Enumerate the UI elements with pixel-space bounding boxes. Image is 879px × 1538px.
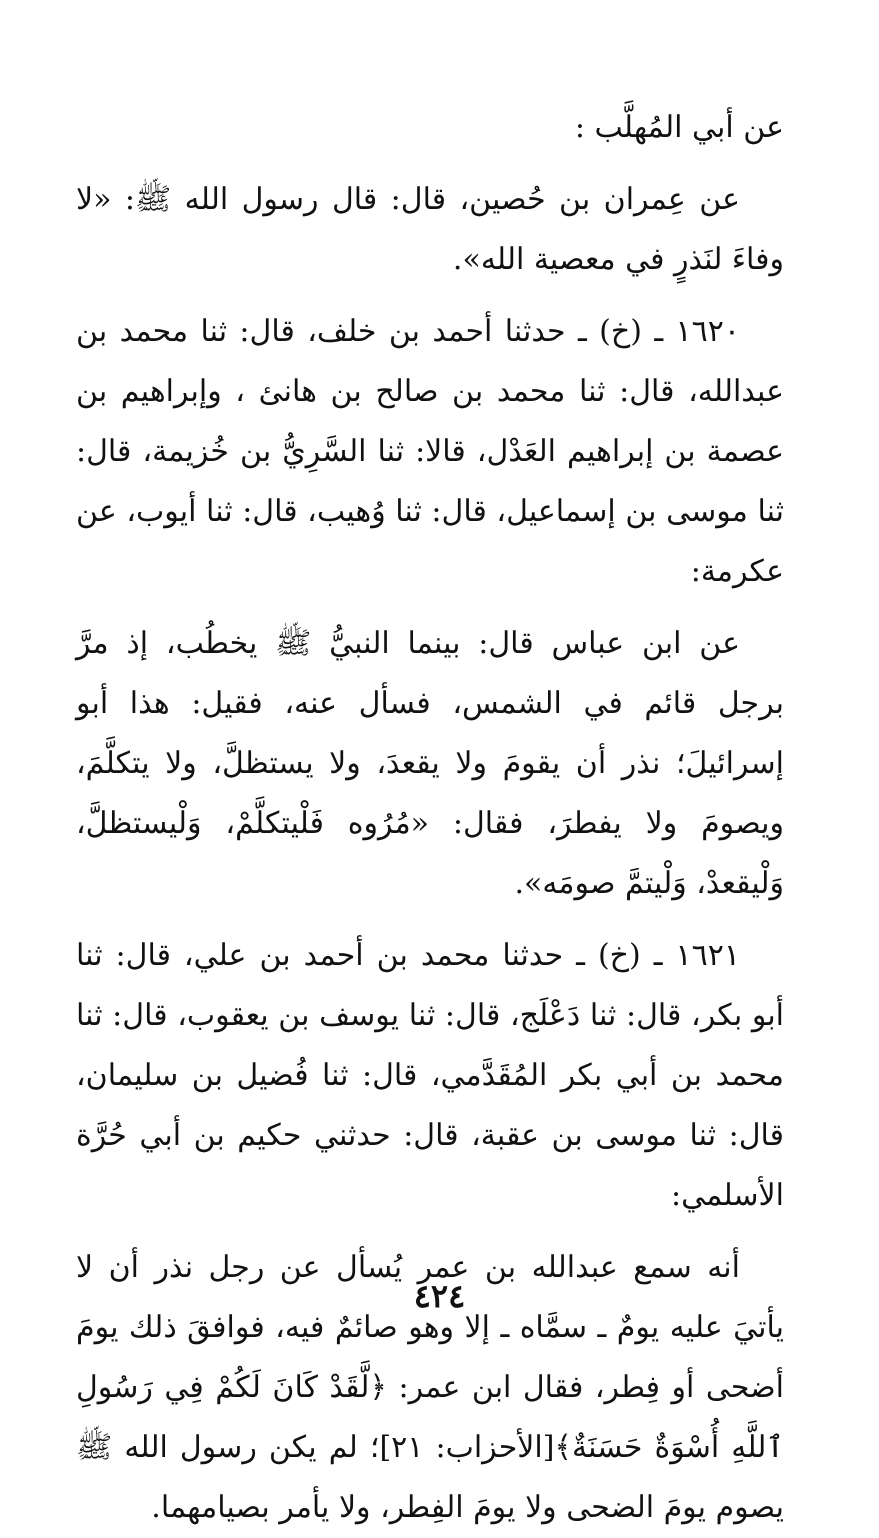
hadith-1621-chain: ١٦٢١ ـ (خ) ـ حدثنا محمد بن أحمد بن علي، قال: ثنا أبو بكر، قال: ثنا دَعْلَج، قال: ثنا يوسف بن يعقوب، قال: ثنا محمد بن أبي بكر المُقَدَّمي، قال: ثنا فُضيل بن سليمان، قال: ثنا موسى بن عقبة، قال: حدثني حكيم بن أبي حُرَّة الأسلمي:	[76, 938, 784, 1213]
hadith-1620-text: عن ابن عباس قال: بينما النبيُّ ﷺ يخطُب، إذ مرَّ برجل قائم في الشمس، فسأل عنه، فقيل: هذا أبو إسرائيلَ؛ نذر أن يقومَ ولا يقعدَ، ولا يستظلَّ، ولا يتكلَّمَ، ويصومَ ولا يفطرَ، فقال: «مُرُوه فَلْيتكلَّمْ، وَلْيستظلَّ، وَلْيقعدْ، وَلْيتمَّ صومَه».	[76, 626, 784, 901]
page-number: ٤٢٤	[413, 1277, 466, 1315]
chain-intro-line: عن أبي المُهلَّب :	[574, 110, 784, 145]
hadith-1621-text: أنه سمع عبدالله بن عمر يُسأل عن رجل نذر أن لا يأتيَ عليه يومٌ ـ سمَّاه ـ إلا وهو صائمٌ فيه، فوافقَ ذلك يومَ أضحى أو فِطر، فقال ابن عمر: ﴿لَّقَدْ كَانَ لَكُمْ فِي رَسُولِ ٱللَّهِ أُسْوَةٌ حَسَنَةٌ﴾[الأحزاب: ٢١]؛ لم يكن رسول الله ﷺ يصوم يومَ الضحى ولا يومَ الفِطر، ولا يأمر بصيامهما.	[76, 1250, 785, 1525]
hadith-1620-chain: ١٦٢٠ ـ (خ) ـ حدثنا أحمد بن خلف، قال: ثنا محمد بن عبدالله، قال: ثنا محمد بن صالح بن هانئ ، وإبراهيم بن عصمة بن إبراهيم العَدْل، قالا: ثنا السَّرِيُّ بن خُزيمة، قال: ثنا موسى بن إسماعيل، قال: ثنا وُهيب، قال: ثنا أيوب، عن عكرمة:	[76, 314, 784, 589]
hadith-text-imran: عن عِمران بن حُصين، قال: قال رسول الله ﷺ: «لا وفاءَ لنَذرٍ في معصية الله».	[76, 182, 784, 277]
hadith-text-block	[76, 98, 784, 1538]
